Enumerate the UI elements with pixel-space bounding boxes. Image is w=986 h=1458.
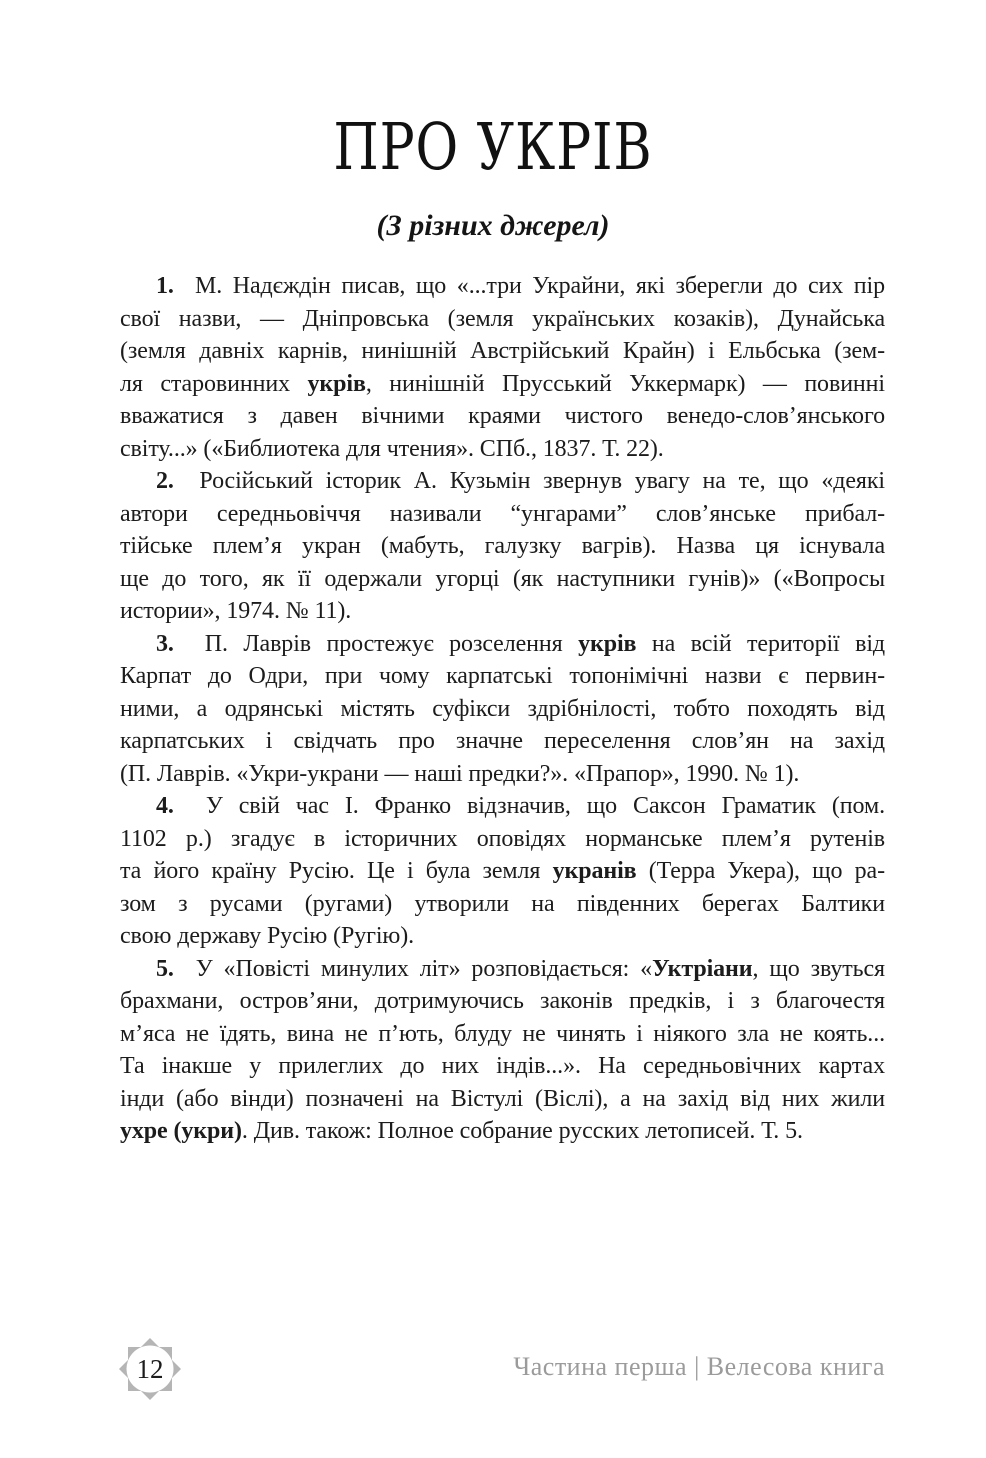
text-line xyxy=(120,1018,885,1051)
text-segment: (земля давніх карнів, нинішній Австрійський Крайн) і Ельбська (зем- xyxy=(120,338,885,364)
text-segment: (П. Лаврів. «Укри-украни — наші предки?». «Прапор», 1990. № 1). xyxy=(120,760,800,787)
text-line xyxy=(120,628,885,661)
text-segment: вважатися з давен вічними краями чистого венедо-слов’янського xyxy=(120,403,885,429)
page-title-text: ПРО УКРІВ xyxy=(333,108,653,185)
text-line xyxy=(120,1050,885,1083)
page-subtitle: (З різних джерел) xyxy=(376,209,610,242)
running-head: Частина перша | Велесова книга xyxy=(513,1352,885,1381)
bold-text-segment: Уктріани xyxy=(652,955,753,982)
bold-text-segment: 5. xyxy=(156,955,174,982)
text-segment: (Терра Укера), що ра- xyxy=(636,858,885,884)
page-number: 12 xyxy=(136,1353,164,1384)
paragraph xyxy=(120,270,885,465)
text-line xyxy=(120,693,885,726)
page-number-badge xyxy=(118,1337,182,1401)
text-segment: інди (або вінди) позначені на Вістулі (Віслі), а на захід від них жили xyxy=(120,1085,885,1112)
text-line xyxy=(120,855,885,888)
text-line xyxy=(120,1083,885,1116)
text-segment: М. Надєждін писав, що «...три Украйни, які зберегли до сих пір xyxy=(173,273,885,299)
bold-text-segment: 1. xyxy=(156,273,174,299)
text-segment: истории», 1974. № 11). xyxy=(120,598,352,624)
bold-text-segment: 3. xyxy=(156,630,174,657)
text-segment: брахмани, остров’яни, дотримуючись законів предків, і з благочестя xyxy=(120,988,885,1014)
text-segment: зом з русами (ругами) утворили на південних берегах Балтики xyxy=(120,890,885,917)
text-line xyxy=(120,530,885,563)
paragraph xyxy=(120,790,885,953)
text-segment: Та інакше у прилеглих до них індів...». На середньовічних картах xyxy=(120,1053,885,1079)
text-segment: свою державу Русію (Ругію). xyxy=(120,923,415,949)
text-segment: . Див. також: Полное собрание русских летописей. Т. 5. xyxy=(241,1118,803,1144)
text-line xyxy=(120,465,885,498)
text-line xyxy=(120,335,885,368)
text-segment: У «Повісті минулих літ» розповідається: « xyxy=(173,955,653,982)
bold-text-segment: укрів xyxy=(307,370,366,397)
text-line xyxy=(120,985,885,1018)
text-line xyxy=(120,368,885,401)
text-line xyxy=(120,790,885,823)
text-segment: тійське плем’я укран (мабуть, галузку вагрів). Назва ця існувала xyxy=(120,533,885,559)
text-line xyxy=(120,563,885,596)
bold-text-segment: ухре (укри) xyxy=(120,1118,242,1144)
text-line xyxy=(120,920,885,953)
text-segment: на всій території від xyxy=(636,630,885,657)
text-line xyxy=(120,433,885,466)
bold-text-segment: 2. xyxy=(156,468,174,494)
text-segment: та його країну Русію. Це і була земля xyxy=(120,858,553,884)
text-segment: Російський історик А. Кузьмін звернув увагу на те, що «деякі xyxy=(173,468,885,494)
paragraph xyxy=(120,953,885,1148)
text-segment: , що звуться xyxy=(752,955,885,982)
bold-text-segment: укрів xyxy=(578,630,637,657)
page-title xyxy=(0,0,986,185)
text-segment: свої назви, — Дніпровська (земля українських козаків), Дунайська xyxy=(120,305,885,332)
text-line xyxy=(120,400,885,433)
text-segment: , нинішній Прусський Уккермарк) — повинні xyxy=(365,370,885,397)
text-segment: ля старовинних xyxy=(120,370,308,397)
text-segment: карпатських і свідчать про значне переселення слов’ян на захід xyxy=(120,728,885,754)
text-line xyxy=(120,595,885,628)
bold-text-segment: 4. xyxy=(156,793,174,819)
text-line xyxy=(120,888,885,921)
bold-text-segment: укранів xyxy=(552,858,637,884)
text-line xyxy=(120,758,885,791)
text-line xyxy=(120,660,885,693)
text-segment: П. Лаврів простежує розселення xyxy=(173,630,579,657)
text-segment: Карпат до Одри, при чому карпатські топонімічні назви є первин- xyxy=(120,663,885,689)
text-segment: ними, а одрянські містять суфікси здрібнілості, тобто походять від xyxy=(120,695,885,722)
body-text xyxy=(0,270,986,1148)
paragraph xyxy=(120,465,885,628)
text-segment: ще до того, як її одержали угорці (як наступники гунів)» («Вопросы xyxy=(120,565,885,592)
paragraph xyxy=(120,628,885,791)
text-segment: м’яса не їдять, вина не п’ють, блуду не чинять і ніякого зла не коять... xyxy=(120,1020,885,1047)
text-line xyxy=(120,1115,885,1148)
text-segment: 1102 р.) згадує в історичних оповідях норманське плем’я рутенів xyxy=(120,825,885,852)
text-line xyxy=(120,953,885,986)
text-segment: світу...» («Библиотека для чтения». СПб., 1837. Т. 22). xyxy=(120,435,664,462)
text-line xyxy=(120,303,885,336)
text-segment: У свій час І. Франко відзначив, що Саксон Граматик (пом. xyxy=(173,793,885,819)
text-line xyxy=(120,725,885,758)
text-line xyxy=(120,270,885,303)
text-line xyxy=(120,498,885,531)
text-line xyxy=(120,823,885,856)
text-segment: автори середньовіччя називали “унгарами” слов’янське прибал- xyxy=(120,500,885,527)
